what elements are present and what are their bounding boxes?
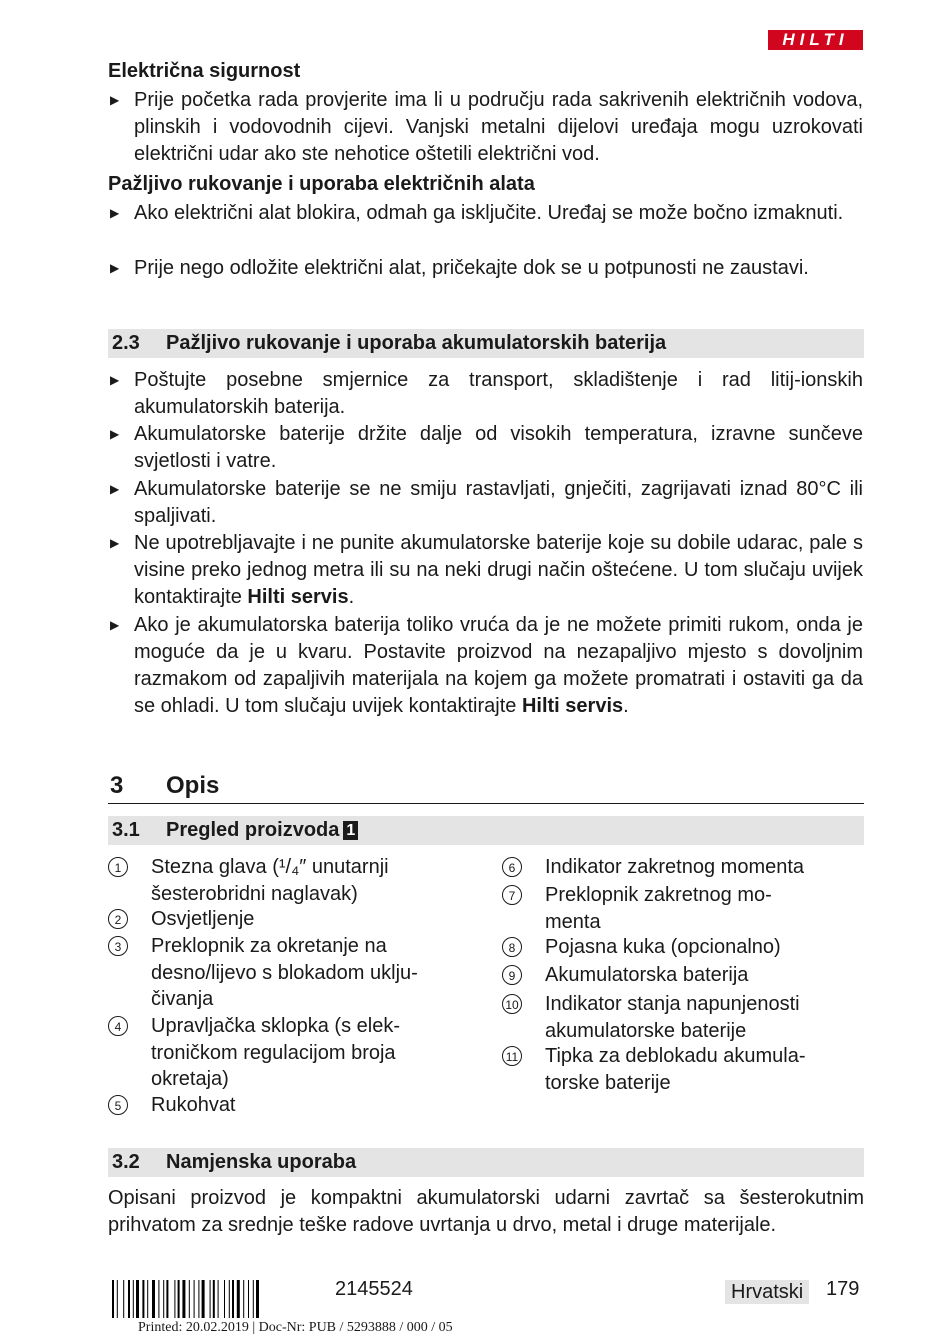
bullet-icon: ▶ — [110, 373, 120, 387]
list-item: ▶ Prije početka rada provjerite ima li u području rada sakrivenih električnih vodova, plinskih i vodovodnih cijevi. Vanjski metalni dijelovi uređaja mogu uzrokovati električni udar ako ste nehotice oštetili električni vod. — [110, 89, 863, 165]
legend-item: 11 Tipka za deblokadu akumula- torske baterije — [502, 1043, 842, 1096]
list-item: ▶ Akumulatorske baterije držite dalje od visokih temperatura, izravne sunčeve svjetlosti i vatre. — [110, 423, 863, 472]
legend-item: 5 Rukohvat — [108, 1092, 468, 1119]
subheading-electrical-safety: Električna sigurnost — [108, 60, 301, 82]
list-item: ▶ Ako je akumulatorska baterija toliko vruća da je ne možete primiti rukom, onda je moguće da je u kvaru. Postavite proizvod na nezapaljivo mjesto s dovoljnim razmakom od zapaljivih materijala na kojem ga možete promatrati i ostaviti ga da se ohladi. U tom slučaju uvijek kontaktirajte Hilti servis. — [110, 614, 863, 717]
legend-item: 4 Upravljačka sklopka (s elek- troničkom regulacijom broja okretaja) — [108, 1013, 468, 1093]
legend-item: 1 Stezna glava (¹/₄″ unutarnji šesterobridni naglavak) — [108, 854, 468, 907]
print-info: Printed: 20.02.2019 | Doc-Nr: PUB / 5293888 / 000 / 05 — [138, 1320, 453, 1335]
legend-item: 9 Akumulatorska baterija — [502, 962, 864, 989]
list-item: ▶ Akumulatorske baterije se ne smiju rastavljati, gnječiti, zagrijavati iznad 80°C ili spaljivati. — [110, 478, 863, 527]
bullet-icon: ▶ — [110, 618, 120, 632]
section-heading-3-1: 3.1 Pregled proizvoda 1 — [108, 816, 864, 845]
number-circle-icon: 7 — [502, 885, 522, 905]
legend-item: 7 Preklopnik zakretnog mo- menta — [502, 882, 812, 935]
legend-item: 10 Indikator stanja napunjenosti akumulatorske baterije — [502, 991, 864, 1044]
bullet-icon: ▶ — [110, 206, 120, 220]
barcode-image — [112, 1280, 312, 1318]
page-number: 179 — [826, 1278, 860, 1300]
bullet-icon: ▶ — [110, 536, 120, 550]
legend-item: 3 Preklopnik za okretanje na desno/lijevo s blokadom uklju- čivanja — [108, 933, 468, 1013]
document-number: 2145524 — [335, 1278, 413, 1300]
section-heading-3-2: 3.2 Namjenska uporaba — [108, 1148, 864, 1177]
number-circle-icon: 10 — [502, 994, 522, 1014]
figure-badge: 1 — [343, 821, 358, 840]
intended-use-paragraph: Opisani proizvod je kompaktni akumulatorski udarni zavrtač sa šesterokutnim prihvatom za srednje teške radove uvrtanja u drvo, metal i druge materijale. — [108, 1187, 864, 1236]
number-circle-icon: 8 — [502, 937, 522, 957]
number-circle-icon: 6 — [502, 857, 522, 877]
number-circle-icon: 1 — [108, 857, 128, 877]
list-item: ▶ Poštujte posebne smjernice za transport, skladištenje i rad litij-ionskih akumulatorskih baterija. — [110, 369, 863, 418]
chapter-heading-3: 3 Opis — [108, 770, 864, 804]
legend-item: 8 Pojasna kuka (opcionalno) — [502, 934, 864, 961]
bullet-icon: ▶ — [110, 93, 120, 107]
list-item: ▶ Ne upotrebljavajte i ne punite akumulatorske baterije koje su dobile udarac, pale s visine preko jednog metra ili su na neki drugi način oštećene. U tom slučaju uvijek kontaktirajte Hilti servis. — [110, 532, 863, 608]
section-heading-2-3: 2.3 Pažljivo rukovanje i uporaba akumulatorskih baterija — [108, 329, 864, 358]
number-circle-icon: 5 — [108, 1095, 128, 1115]
number-circle-icon: 4 — [108, 1016, 128, 1036]
number-circle-icon: 11 — [502, 1046, 522, 1066]
list-item: ▶ Ako električni alat blokira, odmah ga isključite. Uređaj se može bočno izmaknuti. — [110, 200, 863, 227]
list-item: ▶ Prije nego odložite električni alat, pričekajte dok se u potpunosti ne zaustavi. — [110, 255, 863, 282]
hilti-service-text: Hilti servis — [521, 695, 624, 717]
language-label: Hrvatski — [725, 1280, 809, 1304]
legend-item: 6 Indikator zakretnog momenta — [502, 854, 864, 881]
hilti-logo: HILTI — [768, 30, 863, 50]
number-circle-icon: 2 — [108, 909, 128, 929]
bullet-icon: ▶ — [110, 482, 120, 496]
bullet-icon: ▶ — [110, 261, 120, 275]
number-circle-icon: 3 — [108, 936, 128, 956]
legend-item: 2 Osvjetljenje — [108, 906, 468, 933]
bullet-icon: ▶ — [110, 427, 120, 441]
number-circle-icon: 9 — [502, 965, 522, 985]
subheading-careful-handling: Pažljivo rukovanje i uporaba električnih alata — [108, 173, 535, 195]
hilti-service-text: Hilti servis — [247, 586, 349, 608]
